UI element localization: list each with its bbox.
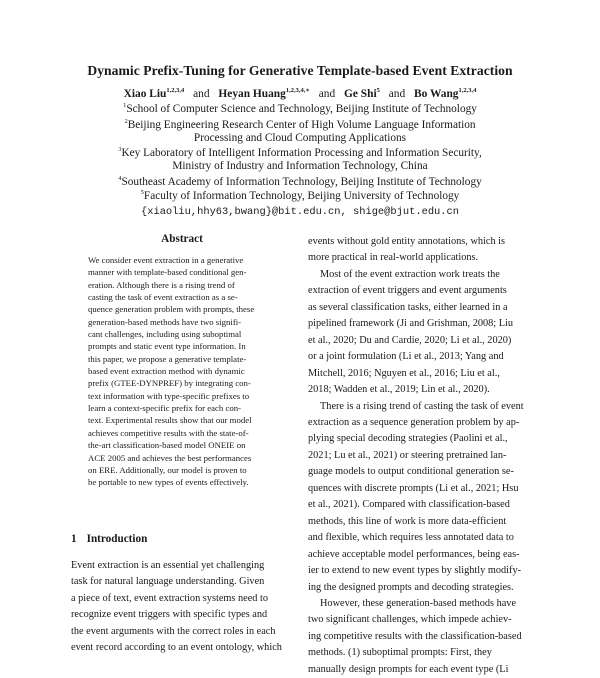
author-name: Xiao Liu	[123, 87, 167, 100]
paragraph	[308, 234, 530, 267]
abstract-line: manner with template-based conditional gen-	[88, 267, 247, 278]
abstract-line: cant challenges, including using suboptimal	[88, 329, 242, 340]
section-heading	[71, 533, 147, 545]
affiliation-marker: 4	[118, 175, 122, 182]
body-line: ier to extend to new event types by slightly modify-	[308, 565, 522, 577]
abstract-line: casting the task of event extraction as a se-	[88, 292, 238, 303]
affiliation-marker: 5	[140, 189, 144, 196]
abstract-heading: Abstract	[161, 233, 203, 245]
body-line: or a joint formulation (Li et al., 2013; Yang and	[308, 351, 504, 363]
affiliation-marker: 3	[118, 146, 122, 153]
affiliation	[0, 118, 600, 131]
affiliation-line: Processing and Cloud Computing Applications	[193, 132, 407, 144]
body-line: and flexible, which requires less annotated data to	[308, 532, 514, 544]
abstract-line: the-art classification-based model ONEIE on	[88, 440, 246, 451]
body-line: event record according to an event ontology, which	[71, 642, 282, 654]
abstract-line: be portable to new types of events effectively.	[88, 477, 249, 488]
abstract-line: text. Experimental results show that our model	[88, 415, 252, 426]
body-line: quences with discrete prompts (Li et al., 2021; Hsu	[308, 482, 519, 494]
body-line: the event arguments with the correct roles in each	[71, 625, 276, 637]
affiliation-line: Faculty of Information Technology, Beijing University of Technology	[143, 189, 460, 202]
body-line: recognize event triggers with specific types and	[71, 609, 268, 621]
body-line: a piece of text, event extraction systems need to	[71, 592, 268, 604]
abstract-line: learn a context-specific prefix for each con-	[88, 403, 242, 414]
affiliation-line: Key Laboratory of Intelligent Information Processing and Information Security,	[121, 146, 482, 159]
body-line: as several classification tasks, either learned in a	[308, 301, 508, 313]
author-affiliation-marker: 1,2,3,4	[458, 87, 477, 94]
affiliation-line: Ministry of Industry and Information Technology, China	[172, 160, 428, 172]
affiliation-marker: 2	[124, 118, 128, 125]
abstract-line: this paper, we propose a generative template-	[88, 353, 247, 364]
body-line: pipelined framework (Ji and Grishman, 2008; Liu	[308, 318, 514, 330]
paragraph	[308, 399, 530, 596]
author-affiliation-marker: 1,2,3,4	[166, 87, 185, 94]
body-line: Event extraction is an essential yet challenging	[71, 560, 265, 571]
body-line: two significant challenges, which impede achiev-	[308, 614, 512, 626]
affiliation-line: School of Computer Science and Technology, Beijing Institute of Technology	[126, 102, 477, 115]
abstract-line: text information with type-specific prefixes to	[88, 390, 250, 401]
abstract-line: ACE 2005 and achieves the best performances	[88, 452, 252, 463]
author-conjunction: and	[193, 87, 210, 100]
right-column-text	[308, 234, 530, 678]
abstract-line: on ERE. Additionally, our model is proven to	[88, 464, 247, 475]
body-line: events without gold entity annotations, which is	[308, 236, 506, 247]
affiliation-continuation	[0, 132, 600, 144]
author-emails: {xiaoliu,hhy63,bwang}@bit.edu.cn, shige@bjut.edu.cn	[140, 206, 459, 218]
author-affiliation-marker: 1,2,3,4,∗	[285, 87, 310, 94]
body-line: plying special decoding strategies (Paolini et al.,	[308, 433, 508, 445]
body-line: more practical in real-world applications.	[308, 252, 479, 264]
section-number: 1	[71, 533, 77, 545]
body-line: ing the designed prompts and decoding strategies.	[308, 581, 514, 593]
body-line: There is a rising trend of casting the task of event	[320, 400, 524, 412]
abstract-line: prompts and static event type information. In	[88, 341, 246, 352]
body-line: However, these generation-based methods have	[320, 597, 517, 609]
paragraph	[308, 267, 530, 399]
author-name: Ge Shi	[344, 87, 377, 100]
section-title: Introduction	[86, 533, 148, 545]
body-line: Mitchell, 2016; Nguyen et al., 2016; Liu et al.,	[308, 367, 500, 379]
body-line: guage models to output conditional generation se-	[308, 466, 514, 478]
body-line: ing competitive results with the classification-based	[308, 630, 522, 642]
body-line: task for natural language understanding. Given	[71, 576, 265, 588]
author-list	[0, 86, 600, 100]
abstract-line: achieves competitive results with the state-of-	[88, 427, 249, 438]
abstract-line: eration. Although there is a rising trend of	[88, 279, 235, 290]
affiliation-continuation	[0, 160, 600, 172]
author-conjunction: and	[388, 87, 406, 100]
paper-title: Dynamic Prefix-Tuning for Generative Template-based Event Extraction	[87, 63, 513, 78]
affiliation	[0, 175, 600, 188]
affiliation-marker: 1	[123, 102, 127, 109]
affiliation-line: Southeast Academy of Information Technology, Beijing Institute of Technology	[121, 175, 482, 188]
body-line: methods. (1) suboptimal prompts: First, they	[308, 647, 492, 659]
body-line: extraction as a sequence generation problem by ap-	[308, 416, 520, 428]
affiliation	[0, 102, 600, 115]
body-line: et al., 2021). Compared with classification-based	[308, 499, 510, 511]
abstract-text	[88, 254, 278, 489]
abstract-line: prefix (GTEE-DYNPREF) by integrating con-	[88, 378, 251, 389]
body-line: 2018; Wadden et al., 2019; Lin et al., 2020).	[308, 384, 490, 396]
body-line: methods, this line of work is more data-efficient	[308, 515, 507, 527]
body-line: 2021; Lu et al., 2021) or steering pretrained lan-	[308, 449, 507, 461]
body-line: manually design prompts for each event type (Li	[308, 663, 509, 675]
body-line: Most of the event extraction work treats the	[320, 268, 500, 280]
author-conjunction: and	[318, 87, 336, 100]
abstract-line: generation-based methods have two signifi-	[88, 316, 242, 327]
introduction-text	[71, 558, 293, 657]
affiliation-line: Beijing Engineering Research Center of High Volume Language Information	[127, 118, 476, 131]
paragraph	[308, 596, 530, 678]
abstract-line: based event extraction method with dynamic	[88, 366, 245, 377]
body-line: et al., 2020; Du and Cardie, 2020; Li et al., 2020)	[308, 334, 512, 346]
author-name: Heyan Huang	[218, 87, 286, 100]
body-line: extraction of event triggers and event arguments	[308, 285, 507, 297]
abstract-line: quence generation problem with prompts, these	[88, 304, 255, 315]
body-line: achieve acceptable model performances, being eas-	[308, 548, 520, 560]
affiliation	[0, 189, 600, 202]
abstract-line: We consider event extraction in a generative	[88, 255, 244, 265]
author-affiliation-marker: 5	[376, 87, 380, 94]
affiliation	[0, 146, 600, 159]
author-name: Bo Wang	[414, 87, 459, 100]
